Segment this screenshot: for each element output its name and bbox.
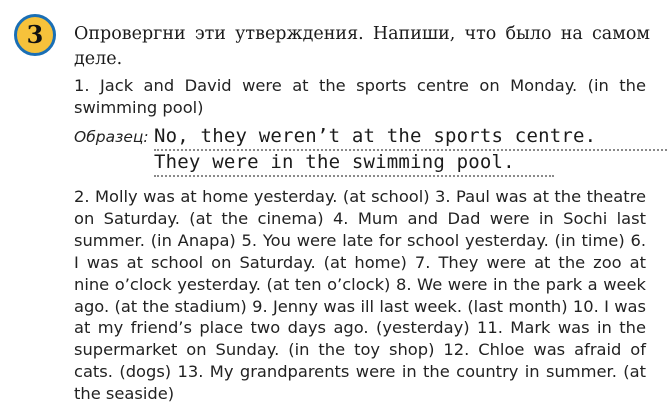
exercise-items: 2. Molly was at home yesterday. (at school) 3. Paul was at the theatre on Saturday. (at the cinema) 4. Mum and Dad were in Sochi last summer. (in Anapa) 5. You were late for school yesterday. (in time) 6. I was at school on Saturday. (at home) 7. They were at the zoo at nine o’clock yesterday. (at ten o’clock) 8. We were in the park a week ago. (at the stadium) 9. Jenny was ill last week. (last month) 10. I was at my friend’s place two days ago. (yesterday) 11. Mark was in the supermarket on Sunday. (in the toy shop) 12. Chloe was afraid of cats. (dogs) 13. My grandparents were in the country in summer. (at the seaside) [74,187,646,404]
sample-answer [74,121,634,181]
exercise-number-badge [14,14,56,56]
sample-label: Образец: [74,128,149,146]
sample-line-1: No, they weren’t at the sports centre. [154,124,669,151]
sample-line-2: They were in the swimming pool. [154,150,554,177]
exercise-number: 3 [26,20,44,49]
exercise-instruction: Опровергни эти утверждения. Напиши, что было на самом деле. [74,24,650,69]
example-item: 1. Jack and David were at the sports centre on Monday. (in the swimming pool) [74,76,646,117]
